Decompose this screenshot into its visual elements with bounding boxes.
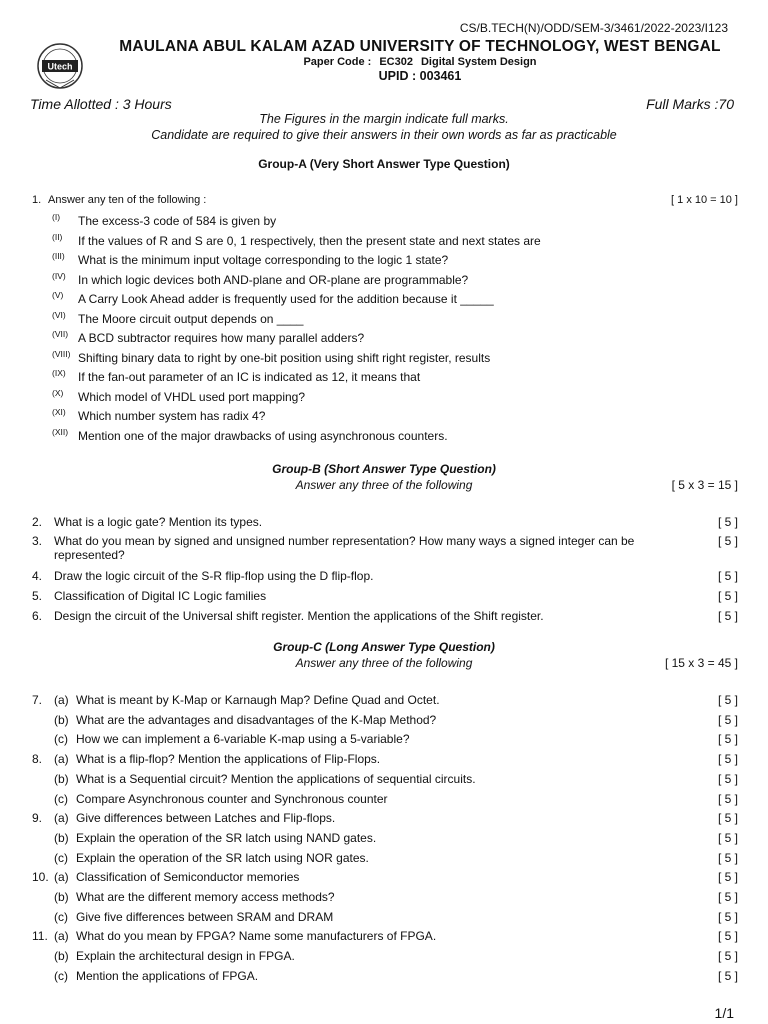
item-text: If the fan-out parameter of an IC is indicated as 12, it means that — [78, 370, 421, 384]
question-marks: [ 5 ] — [717, 968, 738, 983]
group-a-title: Group-A (Very Short Answer Type Question) — [258, 157, 510, 171]
question-part: (b) — [54, 949, 69, 964]
question-marks: [ 5 ] — [717, 752, 738, 767]
question-text: What is a logic gate? Mention its types. — [54, 515, 263, 529]
question-marks: [ 5 ] — [717, 850, 738, 865]
instruction-1: The Figures in the margin indicate full marks. — [259, 112, 509, 126]
question-part: (a) — [54, 693, 69, 707]
question-number: 5. — [32, 589, 43, 603]
question-part: (c) — [54, 850, 68, 865]
question-marks: [ 5 ] — [717, 589, 738, 603]
item-roman: (XI) — [52, 407, 66, 417]
item-text: A Carry Look Ahead adder is frequently used for the addition because it _____ — [78, 292, 494, 306]
paper-code-label: Paper Code : — [303, 56, 372, 68]
question-part: (b) — [54, 712, 69, 727]
question-text: How we can implement a 6-variable K-map using a 5-variable? — [76, 732, 410, 747]
question-part: (b) — [54, 890, 69, 904]
question-part: (a) — [54, 752, 69, 767]
question-text: Give five differences between SRAM and DRAM — [76, 909, 334, 924]
question-part: (a) — [54, 811, 69, 826]
paper-code-line — [0, 56, 768, 68]
question-text: What is meant by K-Map or Karnaugh Map? Define Quad and Octet. — [76, 693, 440, 707]
question-marks: [ 5 ] — [717, 712, 738, 727]
group-c-instruction: Answer any three of the following — [295, 656, 473, 670]
question-marks: [ 5 ] — [717, 890, 738, 904]
item-text: Mention one of the major drawbacks of using asynchronous counters. — [78, 428, 448, 443]
question-text: Explain the architectural design in FPGA. — [76, 949, 295, 964]
exam-page: CS/B.TECH(N)/ODD/SEM-3/3461/2022-2023/I123 Utech MAULANA ABUL KALAM AZAD UNIVERSITY OF TECHNOLOGY, WEST BENGAL Paper Code : EC302 Digital System Design UPID : 003461 Time Allotted : 3 Hours Full Marks :70 The Figures in the margin indicate full marks. Candidate are required to give their answers in their own words as far as practicable Group-A (Very Short Answer Type Question) 1. Answer any ten of the following : [ 1 x 10 = 10 ] (I) The excess-3 code of 584 is given by (II) If the values of R and S are 0, 1 respectively, then the present state and next states are (III) What is the minimum input voltage corresponding to the logic 1 state? (IV) In which logic devices both AND-plane and OR-plane are programmable? (V) A Carry Look Ahead adder is frequently used for the addition because it _____ (VI) The Moore circuit output depends on ____ (VII) A BCD subtractor requires how many parallel adders? (VIII) Shifting binary data to right by one-bit position using shift right register, results (IX) If the fan-out parameter of an IC is indicated as 12, it means that (X) Which model of VHDL used port mapping? (XI) Which number system has radix 4? (XII) Mention one of the major drawbacks of using asynchronous counters. Group-B (Short Answer Type Question) Answer any three of the following [ 5 x 3 = 15 ] 2. What is a logic gate? Mention its types. [ 5 ] 3. What do you mean by signed and unsigned number representation? How many ways a signed integer can be [ 5 ] represented? 4. Draw the logic circuit of the S-R flip-flop using the D flip-flop. [ 5 ] 5. Classification of Digital IC Logic families [ 5 ] 6. Design the circuit of the Universal shift register. Mention the applications of the Shift register. [ 5 ] Group-C (Long Answer Type Question) Answer any three of the following [ 15 x 3 = 45 ] 7. (a) What is meant by K-Map or Karnaugh Map? Define Quad and Octet. [ 5 ] (b) What are the advantages and disadvantages of the K-Map Method? [ 5 ] (c) How we can implement a 6-variable K-map using a 5-variable? [ 5 ] 8. (a) What is a flip-flop? Mention the applications of Flip-Flops. [ 5 ] (b) What is a Sequential circuit? Mention the applications of sequential circuits. [ 5 ] (c) Compare Asynchronous counter and Synchronous counter [ 5 ] 9. (a) Give differences between Latches and Flip-flops. [ 5 ] (b) Explain the operation of the SR latch using NAND gates. [ 5 ] (c) Explain the operation of the SR latch using NOR gates. [ 5 ] 10. (a) Classification of Semiconductor memories [ 5 ] (b) What are the different memory access methods? [ 5 ] (c) Give five differences between SRAM and DRAM [ 5 ] 11. (a) What do you mean by FPGA? Name some manufacturers of FPGA. [ 5 ] (b) Explain the architectural design in FPGA. [ 5 ] (c) Mention the applications of FPGA. [ 5 ] 1/1 — [0, 0, 768, 1024]
item-text: Which number system has radix 4? — [78, 409, 266, 423]
question-part: (a) — [54, 929, 69, 944]
question-part: (c) — [54, 909, 68, 924]
question-marks: [ 5 ] — [717, 609, 738, 623]
question-text: What are the advantages and disadvantages of the K-Map Method? — [76, 712, 437, 727]
instruction-2: Candidate are required to give their answers in their own words as far as practicable — [151, 128, 617, 142]
question-number: 6. — [32, 609, 43, 623]
question-text: What is a flip-flop? Mention the applications of Flip-Flops. — [76, 752, 381, 767]
question-text: Classification of Digital IC Logic families — [54, 589, 267, 603]
question-marks: [ 5 ] — [717, 515, 738, 529]
question-marks: [ 5 ] — [717, 830, 738, 845]
question-number: 4. — [32, 569, 43, 583]
question-number: 2. — [32, 515, 43, 529]
question-marks: [ 5 ] — [717, 949, 738, 964]
item-roman: (VIII) — [52, 348, 71, 359]
group-c-title: Group-C (Long Answer Type Question) — [273, 640, 495, 654]
item-roman: (IV) — [52, 270, 66, 281]
item-text: Which model of VHDL used port mapping? — [78, 389, 306, 404]
question-number: 8. — [32, 752, 43, 767]
upid: UPID : 003461 — [378, 69, 462, 83]
question-marks: [ 5 ] — [717, 693, 738, 707]
question-part: (b) — [54, 771, 69, 786]
item-text: What is the minimum input voltage corresponding to the logic 1 state? — [78, 253, 449, 267]
time-allotted: Time Allotted : 3 Hours — [30, 96, 172, 112]
question-text: What are the different memory access methods? — [76, 890, 335, 904]
item-text: Shifting binary data to right by one-bit position using shift right register, results — [78, 350, 491, 365]
item-roman: (III) — [52, 251, 65, 261]
group-b-title: Group-B (Short Answer Type Question) — [272, 462, 496, 476]
item-text: A BCD subtractor requires how many parallel adders? — [78, 331, 365, 345]
paper-name: Digital System Design — [420, 56, 537, 68]
question-text: Give differences between Latches and Flip-flops. — [76, 811, 336, 826]
page-number: 1/1 — [714, 1005, 734, 1021]
question-marks: [ 5 ] — [717, 732, 738, 747]
question-text: Draw the logic circuit of the S-R flip-flop using the D flip-flop. — [54, 569, 374, 583]
question-marks: [ 5 ] — [717, 771, 738, 786]
item-roman: (VII) — [52, 329, 69, 339]
question-number: 3. — [32, 534, 43, 548]
question-number: 10. — [32, 870, 49, 885]
question-text: Compare Asynchronous counter and Synchronous counter — [76, 791, 388, 806]
question-part: (c) — [54, 732, 68, 747]
question-part: (c) — [54, 968, 68, 983]
question-text: Mention the applications of FPGA. — [76, 968, 259, 983]
question-part: (c) — [54, 791, 68, 806]
question-marks: [ 5 ] — [717, 534, 738, 548]
question-text: Design the circuit of the Universal shift register. Mention the applications of the Shift register. — [54, 609, 544, 623]
group-b-instruction: Answer any three of the following — [295, 478, 473, 492]
paper-code: EC302 — [379, 56, 413, 68]
item-roman: (V) — [52, 290, 64, 300]
item-text: In which logic devices both AND-plane and OR-plane are programmable? — [78, 272, 469, 287]
item-text: If the values of R and S are 0, 1 respectively, then the present state and next states are — [78, 233, 541, 248]
full-marks: Full Marks :70 — [646, 96, 734, 112]
question-marks: [ 5 ] — [717, 929, 738, 944]
item-roman: (XII) — [52, 426, 69, 437]
item-text: The excess-3 code of 584 is given by — [78, 214, 277, 228]
item-roman: (I) — [52, 212, 61, 222]
item-roman: (VI) — [52, 309, 66, 320]
question-marks: [ 5 ] — [717, 569, 738, 583]
question-number: 7. — [32, 693, 43, 707]
question-marks: [ 5 ] — [717, 791, 738, 806]
item-roman: (II) — [52, 231, 63, 242]
item-roman: (IX) — [52, 368, 66, 378]
question-part: (a) — [54, 870, 69, 885]
question-text: What do you mean by FPGA? Name some manufacturers of FPGA. — [76, 929, 437, 944]
question-number: 9. — [32, 811, 43, 826]
question-text: What do you mean by signed and unsigned number representation? How many ways a signed integer can be — [54, 534, 635, 548]
document-code: CS/B.TECH(N)/ODD/SEM-3/3461/2022-2023/I123 — [459, 21, 728, 35]
question-marks: [ 5 ] — [717, 870, 738, 885]
item-text: The Moore circuit output depends on ____ — [78, 311, 304, 326]
question-text: Classification of Semiconductor memories — [76, 870, 300, 885]
question-text-continued: represented? — [54, 548, 125, 562]
item-roman: (X) — [52, 387, 64, 398]
question-text: What is a Sequential circuit? Mention the applications of sequential circuits. — [76, 771, 476, 786]
question-text: Explain the operation of the SR latch using NOR gates. — [76, 850, 369, 865]
question-marks: [ 5 ] — [717, 909, 738, 924]
logo-text: Utech — [47, 61, 73, 72]
question-part: (b) — [54, 830, 69, 845]
university-name: MAULANA ABUL KALAM AZAD UNIVERSITY OF TECHNOLOGY, WEST BENGAL — [119, 38, 721, 55]
question-text: Explain the operation of the SR latch using NAND gates. — [76, 830, 377, 845]
question-number: 11. — [32, 929, 48, 944]
question-marks: [ 5 ] — [717, 811, 738, 826]
